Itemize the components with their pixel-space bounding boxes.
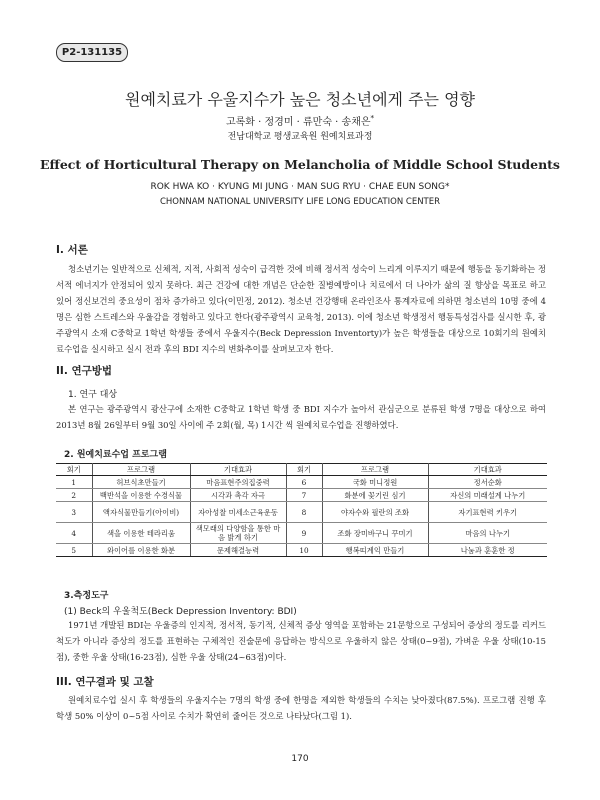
subjects-paragraph: 본 연구는 광주광역시 광산구에 소재한 C중학교 1학년 학생 중 BDI 지수가 높아서 관심군으로 분류된 학생 7명을 대상으로 하여 2013년 8월 26일부터 9월 30일 사이에 주 2회(월, 목) 1시간 씩 원예치료수업을 진행하였다.: [56, 404, 546, 430]
table-cell: 와이어를 이용한 화분: [92, 544, 190, 557]
table-header-cell: 프로그램: [322, 464, 428, 476]
authors-english: ROK HWA KO · KYUNG MI JUNG · MAN SUG RYU · CHAE EUN SONG*: [150, 182, 450, 192]
table-header-cell: 기대효과: [190, 464, 286, 476]
subsection-heading-program: 2. 원예치료수업 프로그램: [64, 450, 167, 460]
table-cell: 국화 미니정원: [322, 476, 428, 489]
table-cell: 자기표현력 키우기: [428, 502, 547, 523]
table-row: [56, 544, 547, 557]
table-cell: 8: [286, 502, 322, 523]
table-cell: 색모래의 다양함을 통한 마음 밝게 하기: [190, 523, 286, 544]
table-cell: 정서순화: [428, 476, 547, 489]
introduction-paragraph: 청소년기는 일반적으로 신체적, 지적, 사회적 성숙이 급격한 것에 비해 정서적 성숙이 느리게 이루지기 때문에 행동을 동기화하는 정서적 에너지가 안정되어 있지 못하다. 최근 건강에 대한 개념은 단순한 질병예방이나 치료에서 더 나아가 삶의 질 향상을 목표로 하고 있어 정신보건의 중요성이 점차 증가하고 있다(이민정, 2012). 청소년 건강행태 온라인조사 통계자료에 의하면 청소년의 10명 중에 4명은 심한 스트레스와 우울감을 경험하고 있다고 한다(광주광역시 교육청, 2013). 이에 청소년 학생정서 행동특성검사를 실시한 후, 광주광역시 소재 C중학교 1학년 학생들 중에서 우울지수(Beck Depression Inventorty)가 높은 학생들을 대상으로 10회기의 원예치료수업을 실시하고 실시 전과 후의 BDI 지수의 변화추이를 살펴보고자 한다.: [56, 264, 546, 354]
table-cell: 화분에 꽃기린 심기: [322, 489, 428, 502]
table-row: [56, 502, 547, 523]
subsection-heading-subjects: 1. 연구 대상: [68, 390, 118, 400]
table-cell: 마음의 나누기: [428, 523, 547, 544]
paper-id-badge: P2-131135: [56, 43, 128, 62]
table-cell: 야자수와 필란의 조화: [322, 502, 428, 523]
table-cell: 행복띠계익 만들기: [322, 544, 428, 557]
table-cell: 1: [56, 476, 92, 489]
subsection-heading-measurement: 3.측정도구: [64, 591, 109, 601]
table-header-cell: 회기: [56, 464, 92, 476]
table-cell: 액자식물만들기(아이비): [92, 502, 190, 523]
table-cell: 자신의 미래설계 나누기: [428, 489, 547, 502]
table-cell: 조화 장미바구니 꾸미기: [322, 523, 428, 544]
affiliation-korean: 전남대학교 평생교육원 원예치료과정: [227, 132, 373, 142]
table-header-cell: 회기: [286, 464, 322, 476]
authors-korean-names: 고록화 · 정경미 · 류만숙 · 송채은: [225, 117, 371, 128]
table-header-cell: 프로그램: [92, 464, 190, 476]
table-cell: 10: [286, 544, 322, 557]
table-cell: 5: [56, 544, 92, 557]
section-heading-results: III. 연구결과 및 고찰: [56, 676, 154, 688]
table-header-row: [56, 464, 547, 476]
measurement-item-heading: (1) Beck의 우울척도(Beck Depression Inventory: BDI): [64, 607, 297, 617]
table-cell: 자아성찰 미세소근육운동: [190, 502, 286, 523]
table-row: [56, 476, 547, 489]
table-cell: 나눔과 훈훈한 정: [428, 544, 547, 557]
table-cell: 7: [286, 489, 322, 502]
affiliation-english: CHONNAM NATIONAL UNIVERSITY LIFE LONG EDUCATION CENTER: [159, 197, 441, 207]
title-english: Effect of Horticultural Therapy on Melancholia of Middle School Students: [40, 157, 560, 172]
table-cell: 백반석을 이용한 수경식물: [92, 489, 190, 502]
table-cell: 색을 이용한 테라리움: [92, 523, 190, 544]
table-cell: 마음표현주의집중력: [190, 476, 286, 489]
table-cell: 6: [286, 476, 322, 489]
table-row: [56, 523, 547, 544]
measurement-paragraph: 1971년 개발된 BDI는 우울증의 인지적, 정서적, 동기적, 신체적 증상 영역을 포함하는 21문항으로 구성되어 증상의 정도를 리커드 척도가 아니라 증상의 정도를 표현하는 구체적인 진술문에 응답하는 방식으로 우울하지 않은 상태(0~9점), 가벼운 우울 상태(10-15점), 중한 우울 상태(16-23점), 심한 우울 상태(24~63점)이다.: [56, 620, 546, 662]
corresponding-mark: *: [370, 114, 375, 123]
table-cell: 4: [56, 523, 92, 544]
authors-korean: [0, 113, 600, 128]
title-korean: 원예치료가 우울지수가 높은 청소년에게 주는 영향: [124, 90, 475, 109]
page-number: 170: [291, 754, 309, 764]
table-cell: 2: [56, 489, 92, 502]
program-table: [56, 463, 547, 557]
results-paragraph: 원예치료수업 실시 후 학생들의 우울지수는 7명의 학생 중에 한명을 제외한 학생들의 수치는 낮아졌다(87.5%). 프로그램 진행 후 학생 50% 이상이 0~5점 사이로 수치가 확연히 줄어든 것으로 나타났다(그림 1).: [56, 695, 546, 721]
section-heading-introduction: I. 서론: [56, 244, 88, 256]
table-cell: 문제해결능력: [190, 544, 286, 557]
table-header-cell: 기대효과: [428, 464, 547, 476]
section-heading-methods: II. 연구방법: [56, 365, 113, 377]
table-cell: 3: [56, 502, 92, 523]
table-cell: 시각과 촉각 자극: [190, 489, 286, 502]
table-cell: 허브식초만들기: [92, 476, 190, 489]
table-cell: 9: [286, 523, 322, 544]
table-row: [56, 489, 547, 502]
